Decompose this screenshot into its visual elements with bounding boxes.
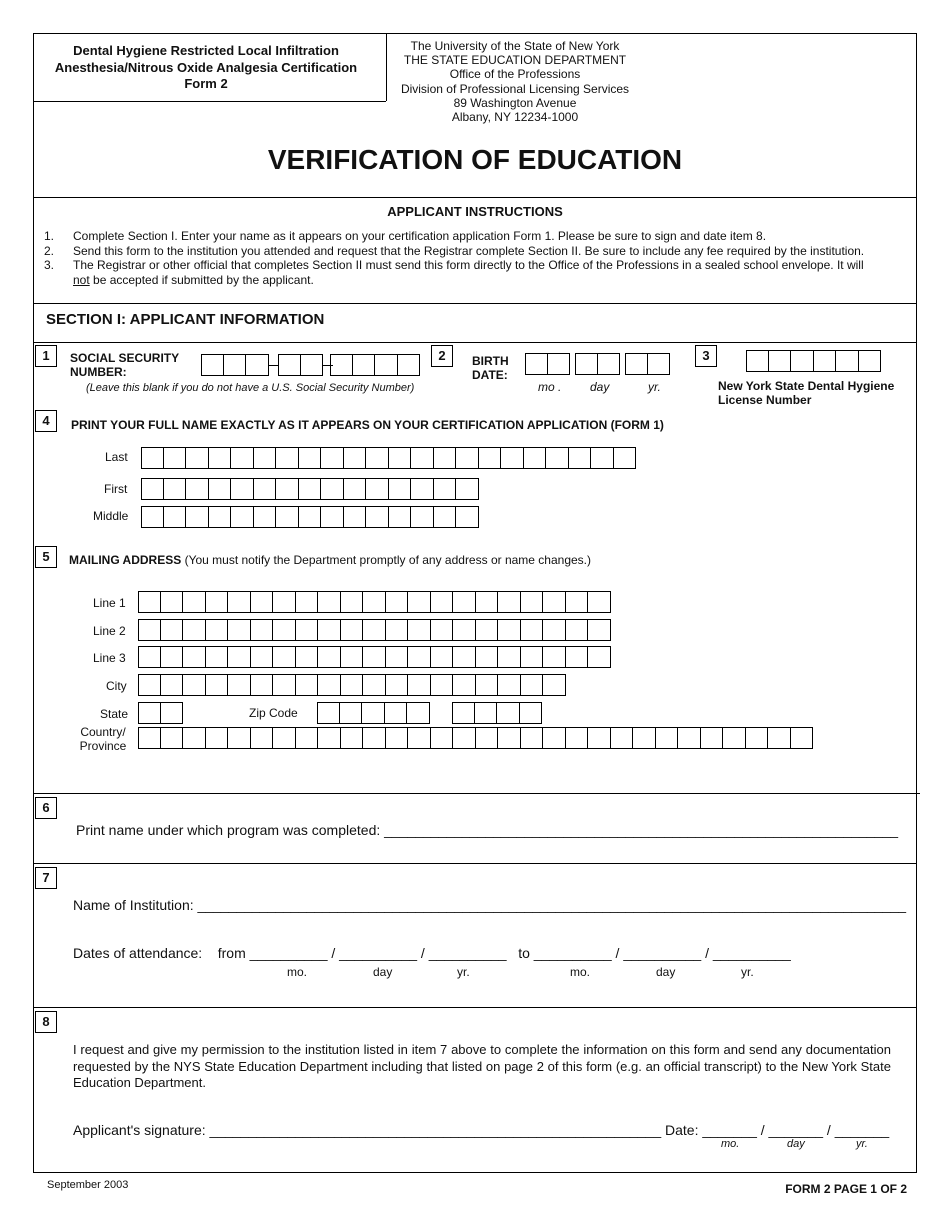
address-line: Division of Professional Licensing Services: [400, 81, 630, 96]
zip-extension-boxes[interactable]: [452, 702, 542, 724]
last-name-boxes[interactable]: [141, 447, 636, 469]
middle-name-label: Middle: [93, 509, 129, 523]
ssn-group-boxes[interactable]: [278, 354, 323, 376]
mailing-address-label-bold: MAILING ADDRESS: [69, 553, 182, 567]
permission-statement: I request and give my permission to the institution listed in item 7 above to complete the information on this form and send any documentation requested by the NYS State Education Department including that listed on page 2 of this form (e.g. an official transcript) to the New York State Education Department.: [73, 1042, 891, 1090]
attendance-from-day-caption: day: [373, 965, 393, 979]
item-number-7: 7: [35, 867, 57, 889]
address-line: THE STATE EDUCATION DEPARTMENT: [403, 53, 627, 68]
instructions-divider: [33, 303, 917, 304]
section1-heading: SECTION I: APPLICANT INFORMATION: [46, 311, 325, 328]
section1-divider: [33, 342, 917, 343]
state-label: State: [100, 707, 129, 721]
birth-day-boxes[interactable]: [575, 353, 620, 375]
country-label-line: Province: [79, 739, 127, 753]
birth-date-label-line: BIRTH: [472, 354, 509, 368]
full-name-label: PRINT YOUR FULL NAME EXACTLY AS IT APPEARS ON YOUR CERTIFICATION APPLICATION (FORM 1): [71, 418, 664, 432]
dates-of-attendance-field[interactable]: Dates of attendance: from __________ / __________ / __________ to __________ / __________ / __________: [73, 945, 791, 961]
institution-name-field[interactable]: Name of Institution: ___________________________________________________________________________________________: [73, 897, 907, 913]
zip-code-label: Zip Code: [249, 706, 298, 720]
address-line3-label: Line 3: [93, 651, 126, 665]
ssn-label-line: NUMBER:: [70, 365, 127, 379]
instruction-item: [44, 229, 904, 244]
attendance-from-mo-caption: mo.: [287, 965, 308, 979]
instruction-item: [44, 244, 904, 259]
birth-year-boxes[interactable]: [625, 353, 670, 375]
instruction-text-part: The Registrar or other official that completes Section II must send this form directly to the Office of the Professions in a sealed school envelope. It will: [73, 258, 864, 272]
birth-date-label-line: DATE:: [472, 368, 508, 382]
header-left-underline: [33, 101, 386, 102]
ssn-label: [70, 351, 179, 379]
program-name-field[interactable]: Print name under which program was completed: __________________________________________________________________: [76, 822, 899, 838]
birth-mo-caption: mo .: [538, 380, 562, 394]
instruction-number: 3.: [44, 258, 55, 272]
signature-mo-caption: mo.: [721, 1138, 740, 1150]
title-divider: [33, 197, 917, 198]
ssn-area-boxes[interactable]: [201, 354, 269, 376]
address-line: 89 Washington Avenue: [453, 95, 577, 110]
address-line2-boxes[interactable]: [138, 619, 611, 641]
address-line: The University of the State of New York: [410, 39, 620, 53]
footer-page-number: FORM 2 PAGE 1 OF 2: [785, 1182, 907, 1196]
item-number-3: 3: [695, 345, 717, 367]
form-title-line: Anesthesia/Nitrous Oxide Analgesia Certification: [54, 59, 358, 75]
address-line3-boxes[interactable]: [138, 646, 611, 668]
birth-yr-caption: yr.: [648, 380, 661, 394]
birth-day-caption: day: [590, 380, 610, 394]
attendance-to-day-caption: day: [656, 965, 676, 979]
item-number-8: 8: [35, 1011, 57, 1033]
instruction-number: 1.: [44, 229, 55, 243]
city-label: City: [106, 679, 127, 693]
birth-month-boxes[interactable]: [525, 353, 570, 375]
form-title-line: Dental Hygiene Restricted Local Infiltration: [73, 43, 339, 58]
license-label-line: License Number: [718, 393, 812, 407]
item-number-2: 2: [431, 345, 453, 367]
city-boxes[interactable]: [138, 674, 566, 696]
section1-bottom-divider: [33, 793, 920, 794]
address-line: Office of the Professions: [449, 67, 581, 82]
country-label-line: Country/: [80, 725, 126, 739]
form-title: [36, 43, 376, 93]
address-line2-label: Line 2: [93, 624, 126, 638]
footer-date: September 2003: [47, 1179, 129, 1191]
ssn-label-line: SOCIAL SECURITY: [70, 351, 180, 365]
first-name-boxes[interactable]: [141, 478, 479, 500]
license-label: [718, 379, 894, 407]
license-label-line: New York State Dental Hygiene: [718, 379, 895, 393]
attendance-to-yr-caption: yr.: [741, 965, 754, 979]
instruction-text: Complete Section I. Enter your name as it appears on your certification application Form 1. Please be sure to sign and date item 8.: [73, 229, 767, 243]
instruction-text: [73, 258, 864, 287]
instructions-heading: APPLICANT INSTRUCTIONS: [387, 204, 563, 219]
form-title-line: Form 2: [184, 76, 228, 91]
item-number-5: 5: [35, 546, 57, 568]
address-line1-boxes[interactable]: [138, 591, 611, 613]
page-title: VERIFICATION OF EDUCATION: [267, 144, 683, 175]
instruction-text-part: be accepted if submitted by the applicant.: [89, 272, 314, 287]
country-province-label: [74, 725, 132, 753]
ssn-serial-boxes[interactable]: [330, 354, 420, 376]
state-boxes[interactable]: [138, 702, 183, 724]
item-number-4: 4: [35, 410, 57, 432]
first-name-label: First: [104, 482, 128, 496]
signature-yr-caption: yr.: [856, 1138, 868, 1150]
item7-divider: [33, 1007, 917, 1008]
item-number-1: 1: [35, 345, 57, 367]
instruction-number: 2.: [44, 243, 55, 258]
mailing-address-label-note: (You must notify the Department promptly of any address or name changes.): [181, 553, 591, 567]
middle-name-boxes[interactable]: [141, 506, 479, 528]
signature-day-caption: day: [787, 1138, 805, 1150]
item6-divider: [33, 863, 917, 864]
department-address: [388, 39, 642, 124]
address-line1-label: Line 1: [93, 596, 126, 610]
instruction-emphasis: not: [73, 272, 90, 287]
instruction-text: Send this form to the institution you attended and request that the Registrar complete Section II. Be sure to include any fee required by the institution.: [73, 243, 865, 258]
last-name-label: Last: [105, 450, 128, 464]
ssn-dash: [268, 365, 278, 366]
attendance-to-mo-caption: mo.: [570, 965, 591, 979]
instruction-item: [44, 258, 904, 287]
country-province-boxes[interactable]: [138, 727, 813, 749]
header-divider: [386, 33, 387, 101]
zip-code-boxes[interactable]: [317, 702, 430, 724]
attendance-from-yr-caption: yr.: [457, 965, 470, 979]
address-line: Albany, NY 12234-1000: [451, 110, 579, 125]
instructions-list: [44, 229, 904, 287]
mailing-address-label: [69, 553, 591, 567]
birth-date-label: [472, 354, 509, 382]
ssn-note: (Leave this blank if you do not have a U.S. Social Security Number): [86, 382, 415, 394]
item-number-6: 6: [35, 797, 57, 819]
license-number-boxes[interactable]: [746, 350, 881, 372]
signature-field[interactable]: Applicant's signature: __________________________________________________________ Date: _______ / _______ / _______: [73, 1122, 890, 1138]
